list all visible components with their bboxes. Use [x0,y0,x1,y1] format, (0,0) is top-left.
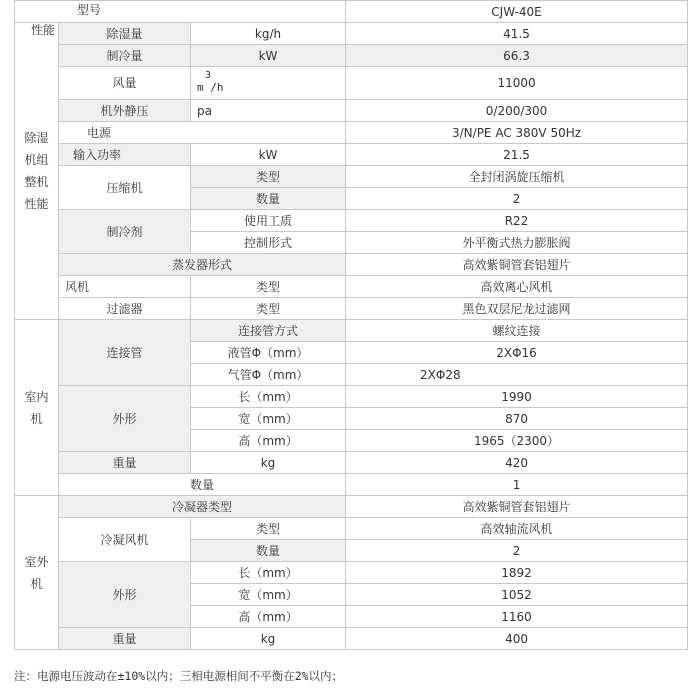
row-value: 3/N/PE AC 380V 50Hz [346,122,688,144]
row-unit: kg/h [191,23,346,45]
table-row [15,452,688,474]
table-row [15,562,688,584]
table-row [15,474,688,496]
row-value: 2 [346,188,688,210]
row-unit [191,67,346,100]
table-row [15,100,688,122]
row-value: 66.3 [346,45,688,67]
table-row [15,166,688,188]
perf-label: 性能 [31,23,56,37]
row-value: 高效紫铜管套铝翅片 [346,496,688,518]
table-row [15,45,688,67]
row-label: 除湿量 [59,23,191,45]
section-main: 除湿机组整机性能 [15,23,59,320]
row-value: 黑色双层尼龙过滤网 [346,298,688,320]
row-label: 风量 [59,67,191,100]
table-row [15,23,688,45]
row-value: 1052 [346,584,688,606]
row-label: 机外静压 [59,100,191,122]
row-value: 1965（2300） [346,430,688,452]
row-label: 冷凝器类型 [59,496,346,518]
row-label: 重量 [59,452,191,474]
header-row [15,1,688,23]
table-row [15,298,688,320]
table-row [15,628,688,650]
row-value: 高效离心风机 [346,276,688,298]
row-label: 连接管 [59,320,191,386]
table-row [15,496,688,518]
sub-label: 控制形式 [191,232,346,254]
sub-label: 宽（mm） [191,584,346,606]
table-row [15,122,688,144]
row-value: 螺纹连接 [346,320,688,342]
row-value: 1892 [346,562,688,584]
row-value: 11000 [346,67,688,100]
row-label: 压缩机 [59,166,191,210]
row-value: 2XΦ28 [346,364,688,386]
sub-label: 连接管方式 [191,320,346,342]
table-row [15,276,688,298]
row-value: 2XΦ16 [346,342,688,364]
unit-base: m /h [197,81,224,94]
table-row [15,320,688,342]
sub-label: 液管Φ（mm） [191,342,346,364]
sub-label: 数量 [191,188,346,210]
airflow-unit [197,71,224,95]
row-label: 重量 [59,628,191,650]
table-row [15,386,688,408]
sub-label: 长（mm） [191,386,346,408]
row-value: 高效轴流风机 [346,518,688,540]
row-value: 1990 [346,386,688,408]
row-label: 风机 [59,276,191,298]
row-label: 输入功率 [59,144,191,166]
model-value: CJW-40E [346,1,688,23]
row-value: 21.5 [346,144,688,166]
table-row [15,518,688,540]
section-outdoor: 室外机 [15,496,59,650]
row-label: 过滤器 [59,298,191,320]
footnote: 注：电源电压波动在±10%以内；三相电源相间不平衡在2%以内； [14,669,344,683]
row-unit: pa [191,100,346,122]
model-label: 型号 [77,3,102,17]
table-row [15,144,688,166]
row-unit: kg [191,452,346,474]
unit-superscript: 3 [205,70,212,81]
row-label: 制冷量 [59,45,191,67]
table-row [15,254,688,276]
row-unit: kW [191,45,346,67]
sub-label: 气管Φ（mm） [191,364,346,386]
row-value: 2 [346,540,688,562]
row-label: 数量 [59,474,346,496]
row-value: 全封闭涡旋压缩机 [346,166,688,188]
sub-label: 高（mm） [191,430,346,452]
sub-label: 类型 [191,276,346,298]
row-value: 400 [346,628,688,650]
row-value: 0/200/300 [346,100,688,122]
sub-label: 长（mm） [191,562,346,584]
row-value: R22 [346,210,688,232]
sub-label: 使用工质 [191,210,346,232]
table-row [15,67,688,100]
spec-table [14,0,688,650]
row-value: 41.5 [346,23,688,45]
row-label: 电源 [59,122,346,144]
sub-label: 类型 [191,298,346,320]
sub-label: 类型 [191,518,346,540]
sub-label: 高（mm） [191,606,346,628]
row-unit: kW [191,144,346,166]
section-indoor: 室内机 [15,320,59,496]
row-value: 1 [346,474,688,496]
row-label: 蒸发器形式 [59,254,346,276]
row-label: 冷凝风机 [59,518,191,562]
sub-label: 数量 [191,540,346,562]
sub-label: 宽（mm） [191,408,346,430]
row-unit: kg [191,628,346,650]
row-value: 870 [346,408,688,430]
row-value: 高效紫铜管套铝翅片 [346,254,688,276]
row-label: 外形 [59,386,191,452]
sub-label: 类型 [191,166,346,188]
table-row [15,210,688,232]
row-value: 420 [346,452,688,474]
row-value: 1160 [346,606,688,628]
row-value: 外平衡式热力膨胀阀 [346,232,688,254]
row-label: 制冷剂 [59,210,191,254]
row-label: 外形 [59,562,191,628]
